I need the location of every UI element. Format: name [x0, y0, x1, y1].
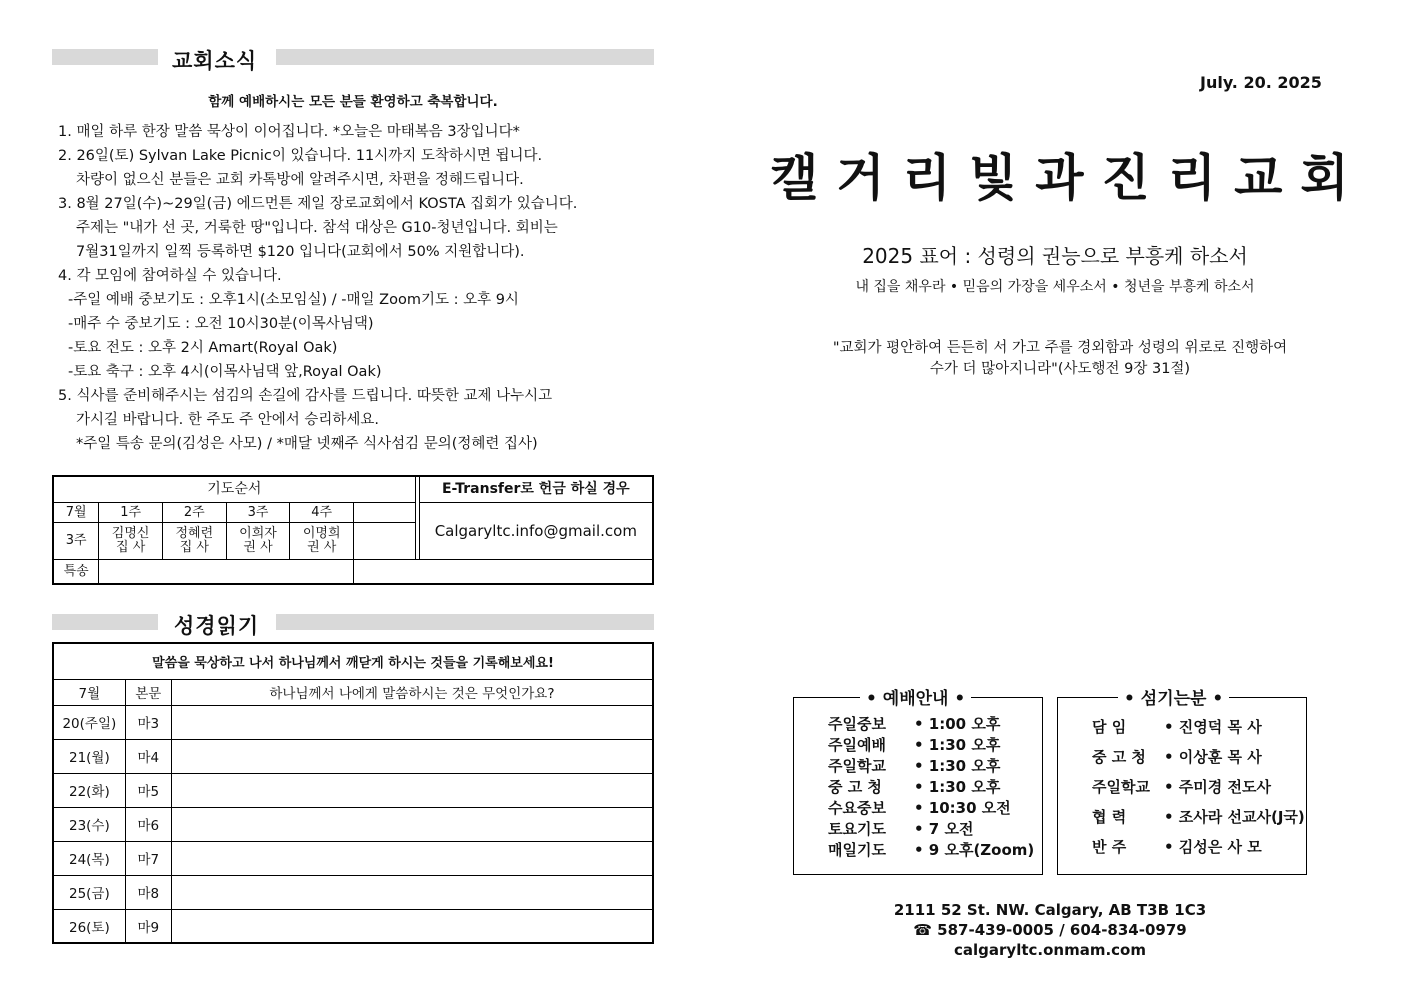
bible-section-header [52, 610, 654, 636]
col-question: 하나님께서 나에게 말씀하시는 것은 무엇인가요? [171, 679, 653, 705]
day-cell: 24(목) [53, 841, 125, 875]
worship-item: 토요기도 • 7 오전 [828, 820, 974, 838]
welcome-text: 함께 예배하시는 모든 분들 환영하고 축복합니다. [208, 94, 498, 110]
church-website[interactable]: calgaryltc.onmam.com [954, 941, 1146, 959]
prayer-name: 이명희 [302, 526, 341, 542]
bible-title: 성경읽기 [174, 614, 260, 638]
worship-item: 주일예배 • 1:30 오후 [828, 736, 1001, 754]
prayer-title: 권 사 [307, 540, 337, 556]
news-line: 4. 각 모임에 참여하실 수 있습니다. [58, 268, 282, 284]
bible-reading-table [52, 642, 654, 944]
passage-cell: 마9 [125, 909, 171, 943]
day-cell: 25(금) [53, 875, 125, 909]
note-cell[interactable] [171, 875, 653, 909]
passage-cell: 마3 [125, 705, 171, 739]
prayer-name: 이희자 [239, 526, 277, 542]
note-cell[interactable] [171, 773, 653, 807]
passage-cell: 마6 [125, 807, 171, 841]
col-text: 본문 [125, 679, 171, 705]
passage-cell: 마5 [125, 773, 171, 807]
special-song-cell [99, 560, 354, 584]
prayer-name: 정혜련 [175, 526, 214, 542]
prayer-order-header: 기도순서 [53, 476, 415, 502]
etransfer-header: E-Transfer로 헌금 하실 경우 [419, 476, 653, 502]
empty-cell [354, 502, 416, 522]
header-bar-right [276, 614, 654, 630]
news-line: 3. 8월 27일(수)~29일(금) 에드먼튼 제일 장로교회에서 KOSTA 집회가 있습니다. [58, 196, 578, 212]
header-bar-right [276, 49, 654, 65]
prayer-title: 집 사 [116, 540, 146, 556]
passage-cell: 마8 [125, 875, 171, 909]
worship-item: 주일학교 • 1:30 오후 [828, 757, 1001, 775]
prayer-name-cell [226, 523, 290, 560]
week-header: 4주 [290, 502, 354, 522]
news-line: -토요 전도 : 오후 2시 Amart(Royal Oak) [68, 340, 338, 356]
prayer-table [52, 475, 654, 585]
note-cell[interactable] [171, 705, 653, 739]
servants-list [1092, 712, 1305, 862]
news-line: 2. 26일(토) Sylvan Lake Picnic이 있습니다. 11시까지 도착하시면 됩니다. [58, 148, 543, 164]
special-song-label: 특송 [53, 560, 99, 584]
news-line: 가시길 바랍니다. 한 주도 주 안에서 승리하세요. [76, 412, 380, 428]
news-line: -주일 예배 중보기도 : 오후1시(소모임실) / -매일 Zoom기도 : 오후 9시 [68, 292, 519, 308]
worship-item: 수요중보 • 10:30 오전 [828, 799, 1011, 817]
prayer-title: 권 사 [243, 540, 273, 556]
passage-cell: 마4 [125, 739, 171, 773]
news-line: 1. 매일 하루 한장 말씀 묵상이 이어집니다. *오늘은 마태복음 3장입니다* [58, 124, 520, 140]
table-row [53, 875, 653, 909]
day-cell: 20(주일) [53, 705, 125, 739]
table-row [53, 705, 653, 739]
motto-subtitle: 내 집을 채우라 • 믿음의 가장을 세우소서 • 청년을 부흥케 하소서 [855, 279, 1255, 295]
day-cell: 21(월) [53, 739, 125, 773]
week-header: 3주 [226, 502, 290, 522]
etransfer-email: Calgaryltc.info@gmail.com [419, 502, 653, 559]
worship-item: 주일중보 • 1:00 오후 [828, 715, 1001, 733]
empty-cell [354, 560, 653, 584]
yearly-motto: 2025 표어 : 성령의 권능으로 부흥케 하소서 [862, 244, 1248, 268]
prayer-title: 집 사 [179, 540, 209, 556]
week-header: 2주 [162, 502, 226, 522]
news-line: 주제는 "내가 선 곳, 거룩한 땅"입니다. 참석 대상은 G10-청년입니다. 회비는 [76, 220, 558, 236]
verse-line: "교회가 평안하여 든든히 서 가고 주를 경외함과 성령의 위로로 진행하여 [832, 340, 1288, 356]
day-cell: 26(토) [53, 909, 125, 943]
table-row [53, 841, 653, 875]
worship-list [828, 714, 1034, 861]
header-bar-left [52, 614, 158, 630]
table-row [53, 807, 653, 841]
news-line: 7월31일까지 일찍 등록하면 $120 입니다(교회에서 50% 지원합니다). [76, 244, 525, 260]
news-title: 교회소식 [172, 49, 258, 73]
note-cell[interactable] [171, 841, 653, 875]
servant-item: 중 고 청 • 이상훈 목 사 [1092, 748, 1262, 766]
prayer-name-cell [290, 523, 354, 560]
note-cell[interactable] [171, 739, 653, 773]
row-label: 3주 [53, 523, 99, 560]
servant-item: 주일학교 • 주미경 전도사 [1092, 778, 1271, 796]
servant-item: 담 임 • 진영덕 목 사 [1092, 718, 1262, 736]
news-line: -매주 수 중보기도 : 오전 10시30분(이목사님댁) [68, 316, 374, 332]
table-divider [415, 523, 419, 560]
header-bar-left [52, 49, 158, 65]
servants-box [1057, 689, 1307, 875]
news-line: 차량이 없으신 분들은 교회 카톡방에 알려주시면, 차편을 정해드립니다. [76, 172, 524, 188]
worship-schedule-box [793, 689, 1043, 875]
note-cell[interactable] [171, 909, 653, 943]
prayer-name-cell [99, 523, 163, 560]
note-cell[interactable] [171, 807, 653, 841]
news-line: 5. 식사를 준비해주시는 섬김의 손길에 감사를 드립니다. 따뜻한 교제 나누시고 [58, 388, 553, 404]
col-month: 7월 [53, 679, 125, 705]
bible-instruction: 말씀을 묵상하고 나서 하나님께서 깨닫게 하시는 것들을 기록해보세요! [53, 643, 653, 679]
worship-schedule-title: • 예배안내 • [860, 684, 971, 709]
month-cell: 7월 [53, 502, 99, 522]
week-header: 1주 [99, 502, 163, 522]
table-row [53, 773, 653, 807]
prayer-name-cell [162, 523, 226, 560]
church-address: 2111 52 St. NW. Calgary, AB T3B 1C3 [893, 901, 1207, 919]
news-line: *주일 특송 문의(김성은 사모) / *매달 넷째주 식사섬김 문의(정혜련 집사) [76, 436, 538, 452]
prayer-name: 김명신 [111, 526, 150, 542]
scripture-verse [770, 338, 1350, 380]
day-cell: 22(화) [53, 773, 125, 807]
empty-cell [354, 523, 416, 560]
verse-line: 수가 더 많아지니라"(사도행전 9장 31절) [929, 361, 1191, 377]
passage-cell: 마7 [125, 841, 171, 875]
news-list [58, 120, 658, 456]
servant-item: 반 주 • 김성은 사 모 [1092, 838, 1262, 856]
servant-item: 협 력 • 조사라 선교사(J국) [1092, 808, 1305, 826]
church-contact [780, 900, 1320, 960]
worship-item: 중 고 청 • 1:30 오후 [828, 778, 1001, 796]
worship-item: 매일기도 • 9 오후(Zoom) [828, 841, 1035, 859]
news-section-header [52, 45, 654, 71]
day-cell: 23(수) [53, 807, 125, 841]
servants-title: • 섬기는분 • [1118, 684, 1229, 709]
bulletin-date: July. 20. 2025 [1200, 73, 1322, 92]
church-phone: ☎ 587-439-0005 / 604-834-0979 [913, 921, 1187, 939]
table-row [53, 909, 653, 943]
table-row [53, 739, 653, 773]
church-name: 캘거리빛과진리교회 [770, 149, 1367, 207]
news-line: -토요 축구 : 오후 4시(이목사님댁 앞,Royal Oak) [68, 364, 382, 380]
